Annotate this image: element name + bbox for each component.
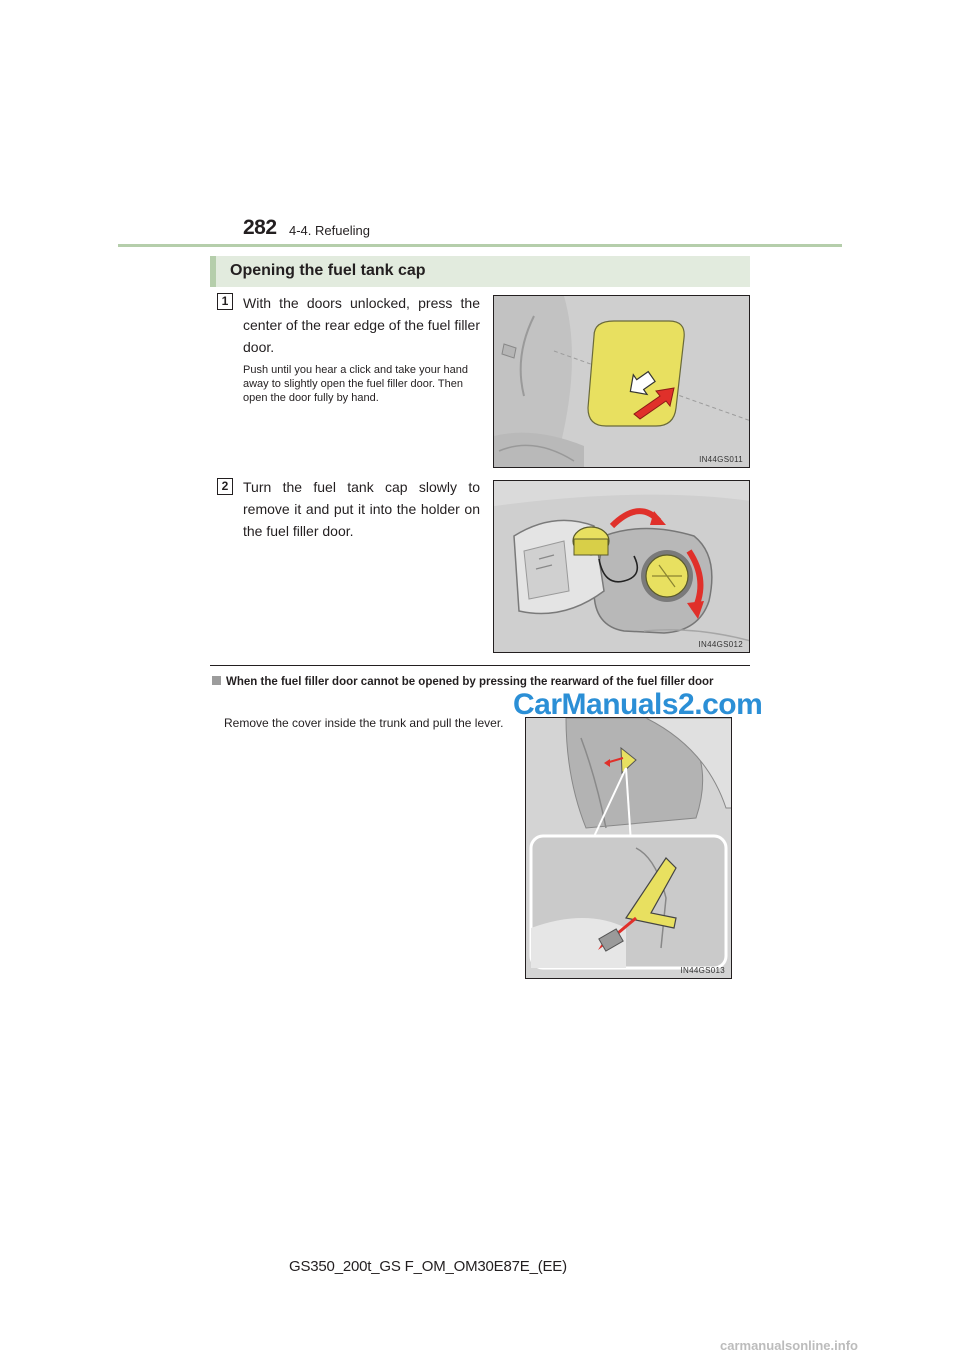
step-1-note: Push until you hear a click and take your hand away to slightly open the fuel filler door. Then open the door fully by hand. xyxy=(243,364,469,404)
fuel-door-press-illustration xyxy=(493,295,750,468)
step-1-text: With the doors unlocked, press the center of the rear edge of the fuel filler door. xyxy=(243,295,480,355)
fuel-cap-removal-illustration xyxy=(493,480,750,653)
figure-2-code: IN44GS012 xyxy=(698,640,743,649)
section-title-bar xyxy=(210,256,750,287)
watermark-logo: CarManuals2.com xyxy=(513,688,763,721)
section-breadcrumb: 4-4. Refueling xyxy=(289,223,370,238)
trunk-lever-drawing xyxy=(526,718,732,979)
document-id: GS350_200t_GS F_OM_OM30E87E_(EE) xyxy=(289,1258,567,1275)
fuel-cap-removal-drawing xyxy=(494,481,750,653)
section-title: Opening the fuel tank cap xyxy=(230,262,426,279)
page-number: 282 xyxy=(243,216,277,239)
trunk-lever-illustration xyxy=(525,717,732,979)
subsection-divider xyxy=(210,665,750,666)
figure-3-code: IN44GS013 xyxy=(680,966,725,975)
step-2-number: 2 xyxy=(217,478,233,495)
header-divider xyxy=(118,244,842,247)
subsection-heading-text: When the fuel filler door cannot be opened by pressing the rearward of the fuel filler door xyxy=(226,676,714,688)
subsection-text: Remove the cover inside the trunk and pull the lever. xyxy=(224,716,504,730)
step-1-number: 1 xyxy=(217,293,233,310)
figure-1-code: IN44GS011 xyxy=(699,455,743,464)
square-bullet-icon xyxy=(212,676,221,685)
fuel-door-press-drawing xyxy=(494,296,750,468)
site-watermark: carmanualsonline.info xyxy=(720,1338,858,1353)
step-2-text: Turn the fuel tank cap slowly to remove it and put it into the holder on the fuel filler door. xyxy=(243,479,480,539)
